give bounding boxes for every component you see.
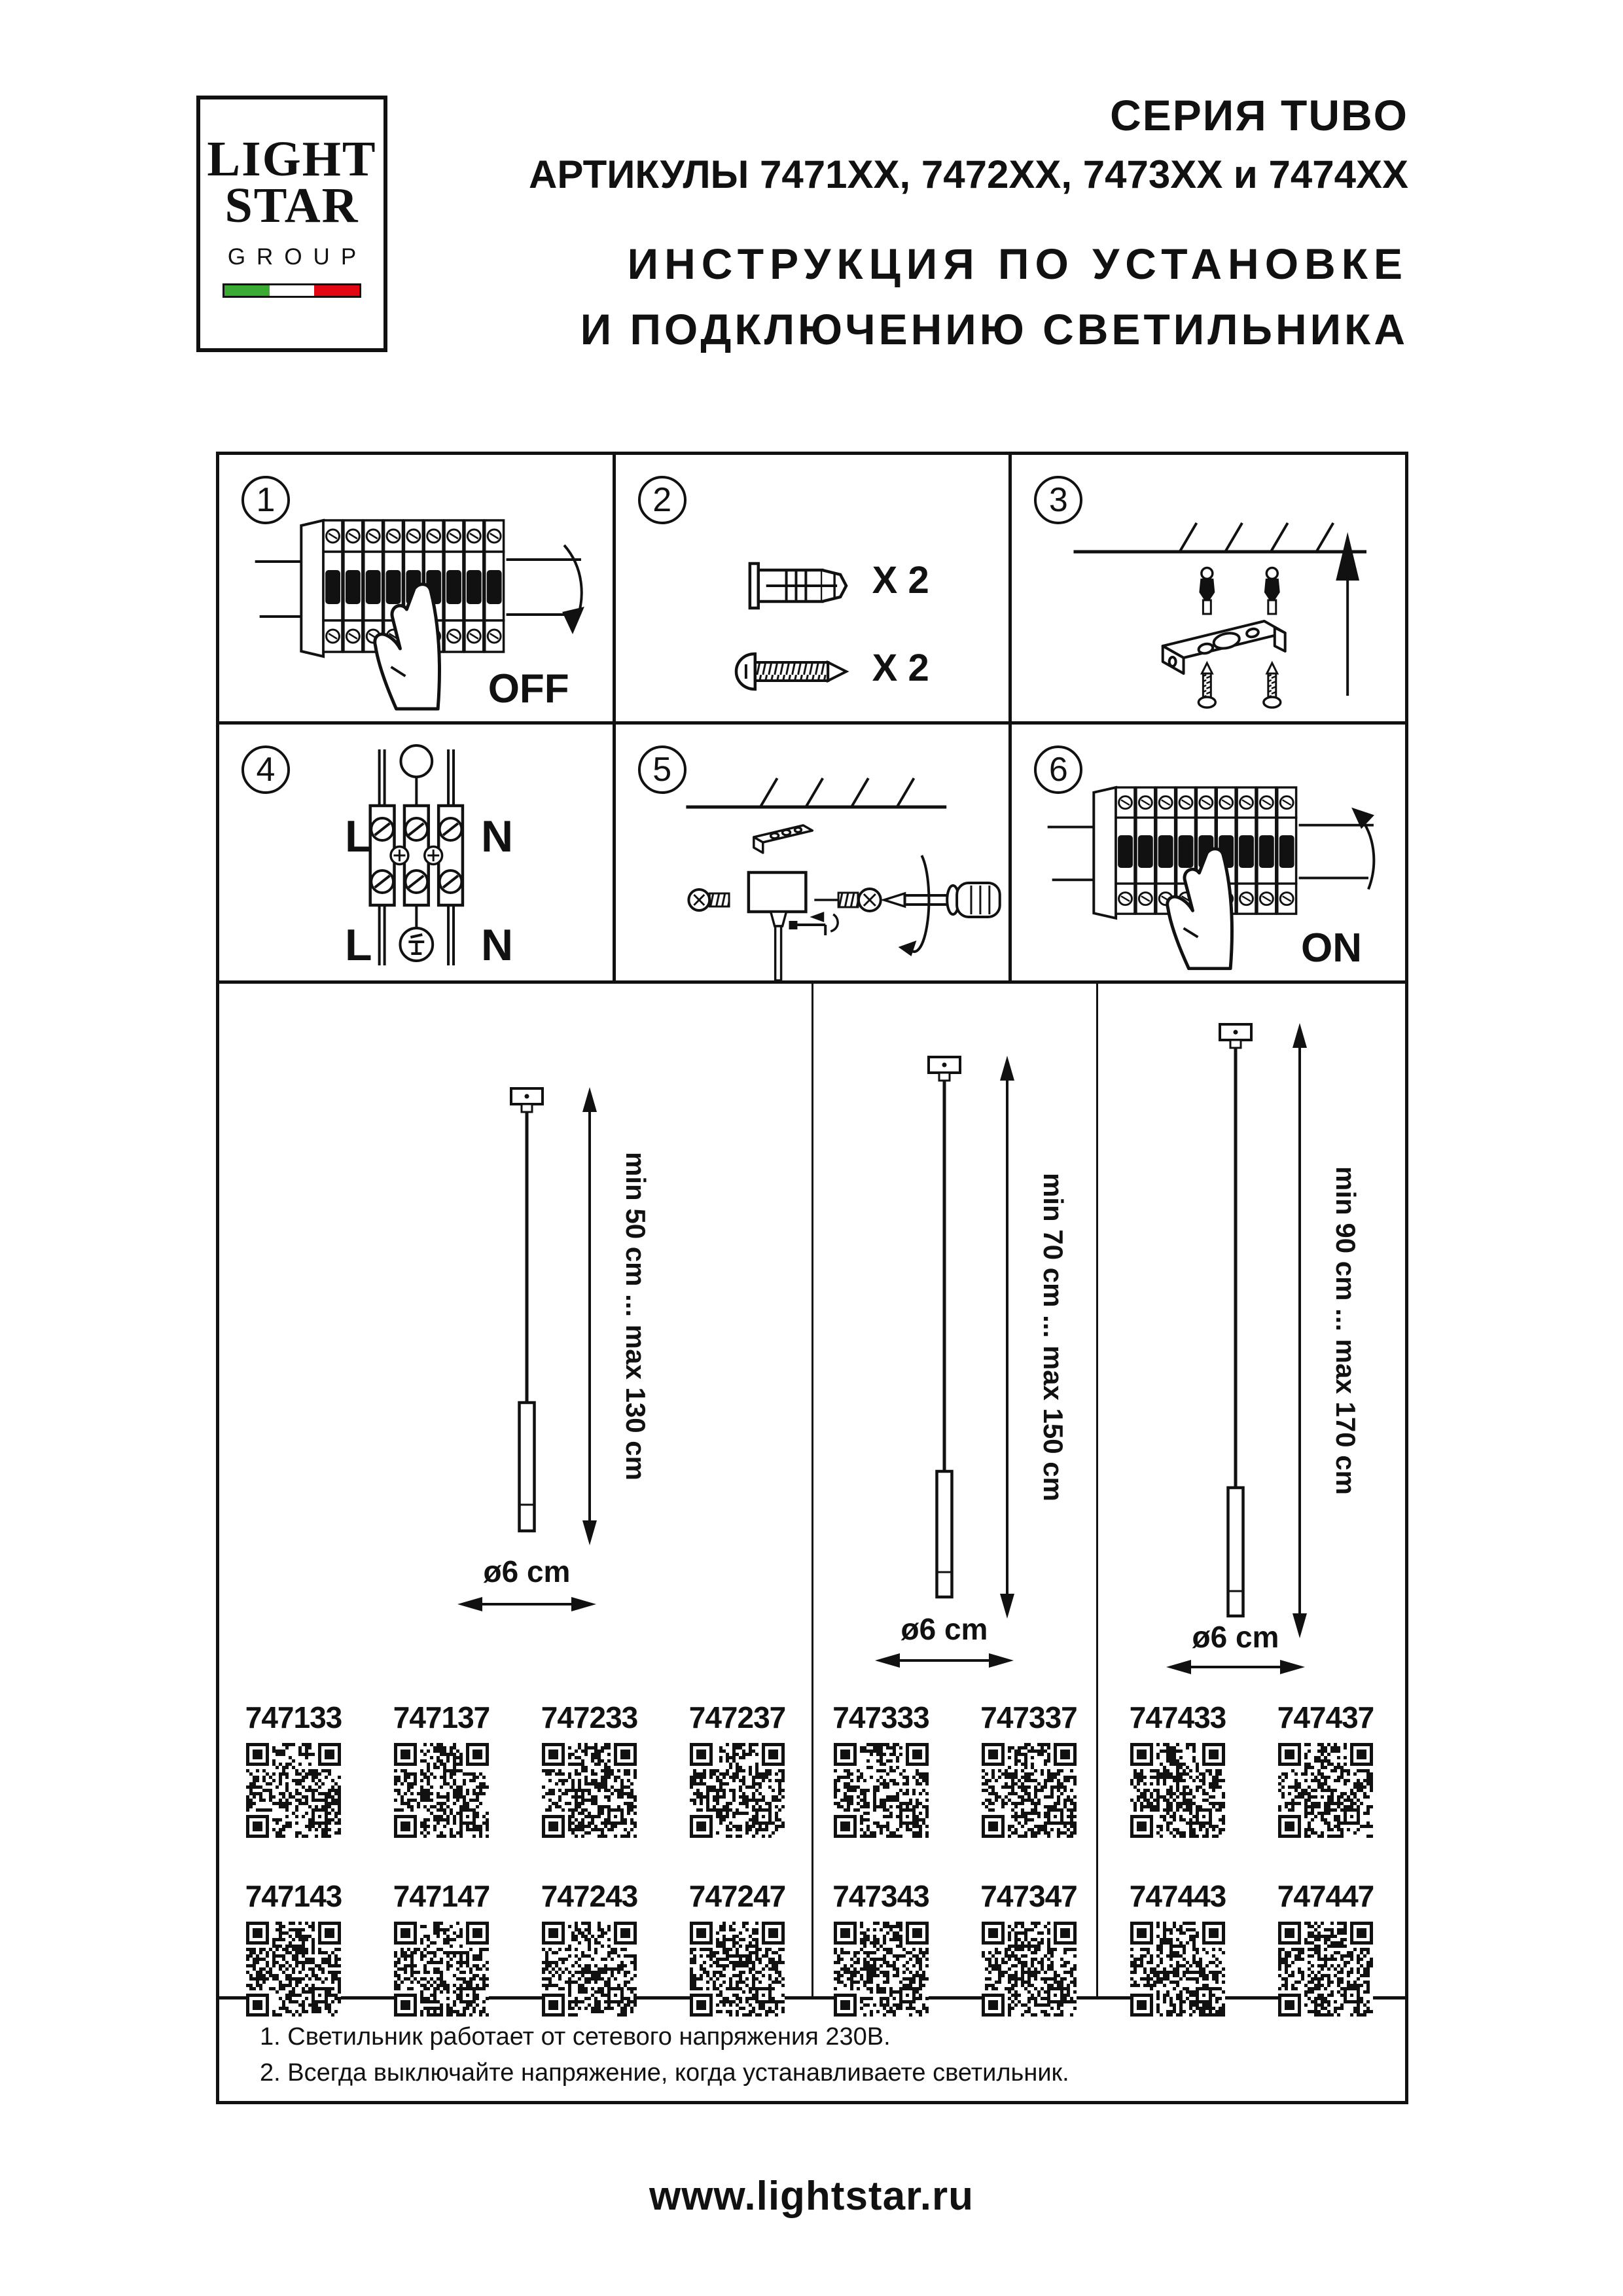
qr-code (982, 1922, 1077, 2017)
instruction-table (216, 452, 1408, 2104)
lamp-2-height-range: min 70 cm ... max 150 cm (1038, 1173, 1069, 1501)
website-url: www.lightstar.ru (649, 2174, 974, 2219)
article-item: 747237 (688, 1700, 787, 1838)
logo-word-group: GROUP (227, 243, 368, 270)
qr-code (1278, 1743, 1373, 1838)
article-item: 747137 (392, 1700, 491, 1838)
step-4-number: 4 (241, 745, 290, 794)
terminal-label-l-bottom: L (345, 920, 372, 970)
lamp-column-3 (1098, 984, 1405, 1996)
qr-code (690, 1743, 785, 1838)
pendant-lamp-figure-3 (1098, 984, 1405, 1677)
article-item: 747243 (540, 1878, 639, 2017)
article-item: 747443 (1128, 1878, 1228, 2017)
step-2 (616, 455, 1012, 721)
qr-code (834, 1743, 929, 1838)
articles-subtitle: АРТИКУЛЫ 7471XX, 7472XX, 7473XX и 7474XX (529, 152, 1408, 196)
italian-flag-icon (223, 283, 361, 298)
note-line-1: 1. Светильник работает от сетевого напряжения 230В. (260, 2023, 891, 2051)
qr-code (1278, 1922, 1373, 2017)
steps-row-2 (219, 725, 1405, 984)
article-item: 747347 (979, 1878, 1079, 2017)
terminal-label-l-top: L (345, 812, 372, 861)
step-4 (219, 725, 616, 980)
qr-code (394, 1922, 489, 2017)
lamp-3-diameter: ø6 cm (1192, 1620, 1279, 1654)
article-item: 747143 (244, 1878, 344, 2017)
terminal-label-n-bottom: N (481, 920, 514, 970)
article-row-1 (813, 1700, 1096, 1838)
article-item: 747433 (1128, 1700, 1228, 1838)
step-5-number: 5 (638, 745, 687, 794)
article-row-2 (219, 1878, 812, 2017)
logo-word-light: LIGHT (207, 132, 377, 187)
qr-code (246, 1922, 341, 2017)
lamp-1-height-range: min 50 cm ... max 130 cm (620, 1152, 651, 1480)
article-item: 747333 (831, 1700, 931, 1838)
lamp-dimensions-area (219, 984, 1405, 1996)
qr-code (246, 1743, 341, 1838)
article-item: 747147 (392, 1878, 491, 2017)
lamp-2-diameter: ø6 cm (901, 1612, 988, 1646)
series-title: СЕРИЯ TUBO (1110, 91, 1408, 139)
qr-code (394, 1743, 489, 1838)
terminal-label-n-top: N (481, 812, 514, 861)
article-item: 747337 (979, 1700, 1079, 1838)
off-label: OFF (488, 666, 569, 711)
header (529, 90, 1408, 354)
qr-code (690, 1922, 785, 2017)
screw-quantity: X 2 (872, 647, 929, 689)
article-item: 747233 (540, 1700, 639, 1838)
lightstar-logo (196, 96, 387, 352)
lamp-1-diameter: ø6 cm (483, 1554, 571, 1588)
article-item: 747437 (1276, 1700, 1376, 1838)
qr-code (834, 1922, 929, 2017)
step-3-number: 3 (1034, 476, 1082, 524)
step-6-number: 6 (1034, 745, 1082, 794)
step-5 (616, 725, 1012, 980)
article-item: 747447 (1276, 1878, 1376, 2017)
article-row-2 (813, 1878, 1096, 2017)
on-label: ON (1301, 925, 1363, 971)
step-3 (1012, 455, 1405, 721)
step-2-number: 2 (638, 476, 687, 524)
article-item: 747343 (831, 1878, 931, 2017)
lamp-column-1 (219, 984, 812, 1996)
step-6 (1012, 725, 1405, 980)
logo-word-star: STAR (224, 178, 359, 234)
pendant-lamp-figure-1 (219, 984, 812, 1677)
step-1-number: 1 (241, 476, 290, 524)
qr-code (1130, 1922, 1225, 2017)
qr-code (542, 1922, 637, 2017)
article-row-1 (1098, 1700, 1405, 1838)
article-item: 747247 (688, 1878, 787, 2017)
note-line-2: 2. Всегда выключайте напряжение, когда устанавливаете светильник. (260, 2059, 1069, 2087)
anchor-quantity: X 2 (872, 559, 929, 601)
article-item: 747133 (244, 1700, 344, 1838)
qr-code (1130, 1743, 1225, 1838)
instruction-title-line1: ИНСТРУКЦИЯ ПО УСТАНОВКЕ (627, 240, 1408, 288)
lamp-column-2 (812, 984, 1098, 1996)
qr-code (542, 1743, 637, 1838)
pendant-lamp-figure-2 (813, 984, 1096, 1677)
article-row-2 (1098, 1878, 1405, 2017)
lamp-3-height-range: min 90 cm ... max 170 cm (1330, 1166, 1361, 1495)
instruction-title-line2: И ПОДКЛЮЧЕНИЮ СВЕТИЛЬНИКА (580, 305, 1408, 353)
qr-code (982, 1743, 1077, 1838)
article-row-1 (219, 1700, 812, 1838)
steps-row-1 (219, 455, 1405, 725)
step-1 (219, 455, 616, 721)
